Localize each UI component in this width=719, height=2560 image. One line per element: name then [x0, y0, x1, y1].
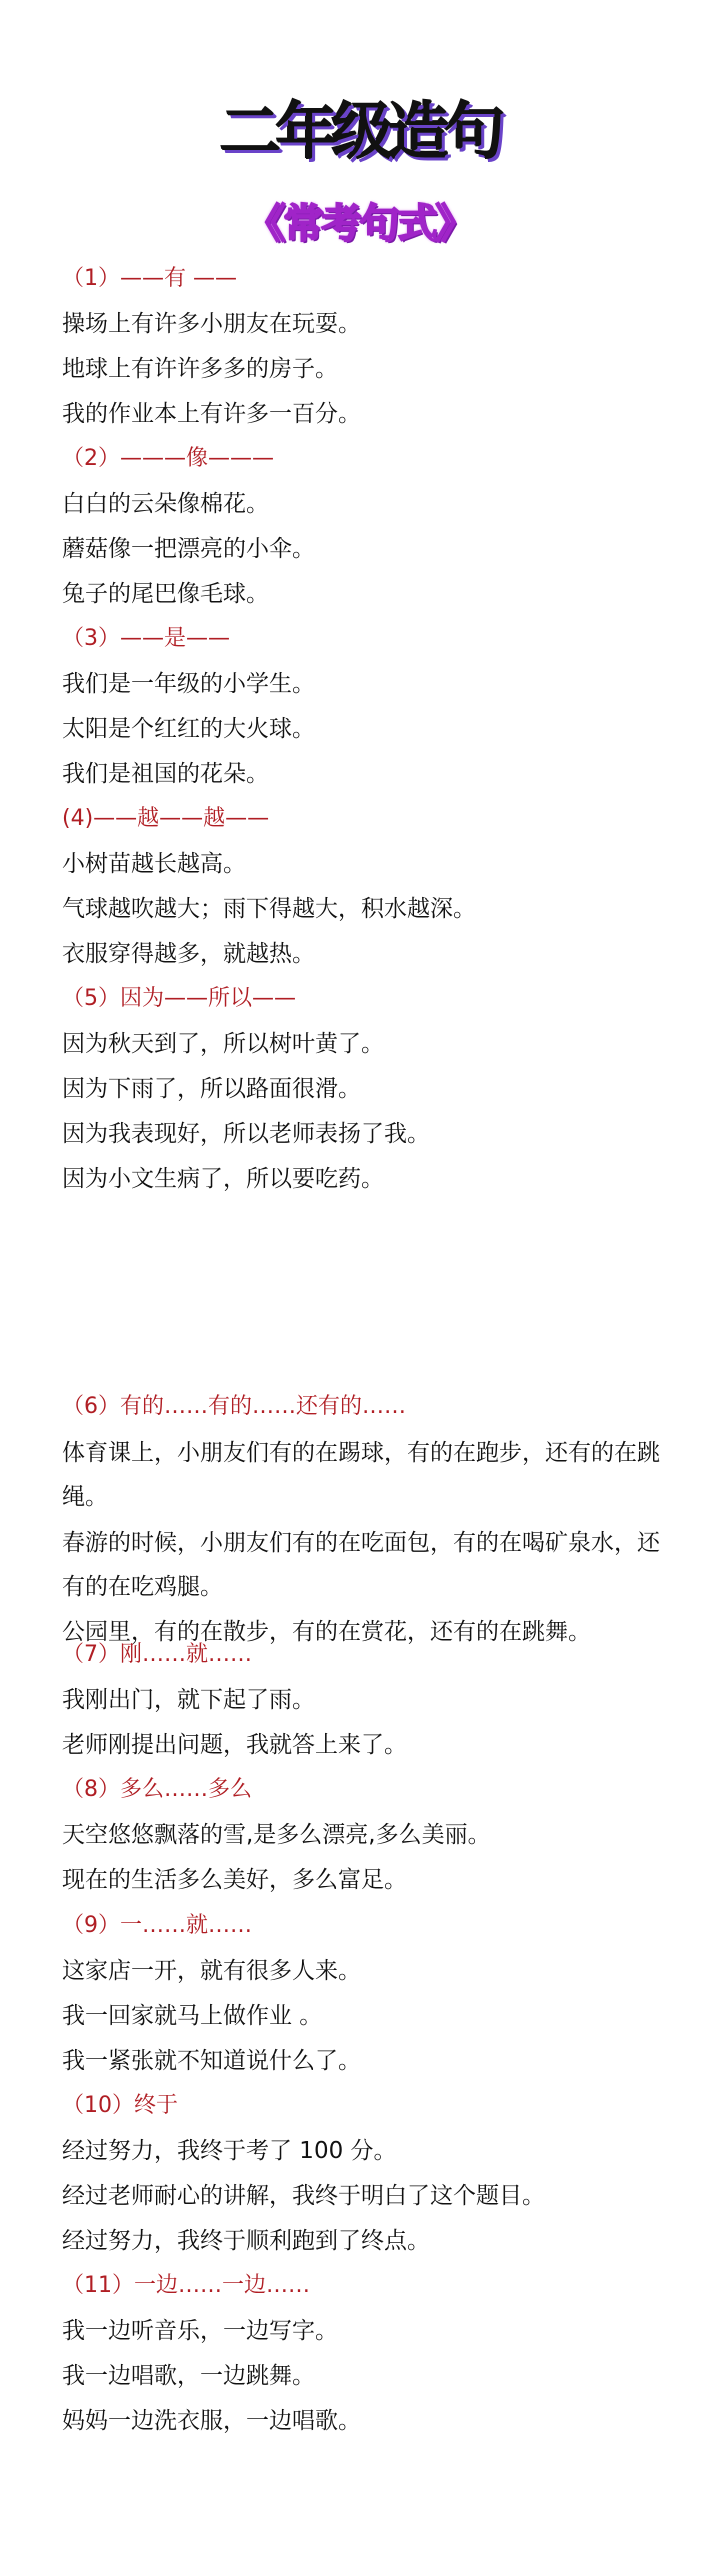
example-sentence: 小树苗越长越高。 [62, 851, 246, 877]
section-heading: （5）因为——所以—— [62, 986, 296, 1011]
example-sentence: 我们是一年级的小学生。 [62, 671, 315, 697]
example-sentence: 白白的云朵像棉花。 [62, 491, 269, 517]
example-sentence: 我的作业本上有许多一百分。 [62, 401, 361, 427]
page-subtitle: 《常考句式》 [245, 201, 474, 247]
example-sentence: 天空悠悠飘落的雪,是多么漂亮,多么美丽。 [62, 1822, 491, 1848]
section-heading: （8）多么……多么 [62, 1777, 252, 1802]
section-heading: （11）一边……一边…… [62, 2273, 310, 2298]
example-sentence: 气球越吹越大；雨下得越大，积水越深。 [62, 896, 476, 922]
example-sentence: 老师刚提出问题，我就答上来了。 [62, 1732, 407, 1758]
example-sentence: 衣服穿得越多，就越热。 [62, 941, 315, 967]
section-heading: （10）终于 [62, 2093, 178, 2118]
section-heading: （3）——是—— [62, 626, 230, 651]
section-heading: （6）有的……有的……还有的…… [62, 1394, 406, 1419]
example-sentence: 妈妈一边洗衣服，一边唱歌。 [62, 2408, 361, 2434]
example-sentence: 公园里，有的在散步，有的在赏花，还有的在跳舞。 [62, 1619, 591, 1645]
example-sentence: 蘑菇像一把漂亮的小伞。 [62, 536, 315, 562]
example-sentence: 因为秋天到了，所以树叶黄了。 [62, 1031, 384, 1057]
section-heading: （2）———像——— [62, 446, 274, 471]
example-sentence: 体育课上，小朋友们有的在踢球，有的在跑步，还有的在跳绳。 [62, 1440, 660, 1510]
section-heading: (4)——越——越—— [62, 806, 270, 831]
example-sentence: 因为我表现好，所以老师表扬了我。 [62, 1121, 430, 1147]
example-sentence: 地球上有许许多多的房子。 [62, 356, 338, 382]
section-heading: （9）一……就…… [62, 1913, 252, 1938]
example-sentence: 我一边唱歌，一边跳舞。 [62, 2363, 315, 2389]
example-sentence: 兔子的尾巴像毛球。 [62, 581, 269, 607]
example-sentence: 春游的时候，小朋友们有的在吃面包，有的在喝矿泉水，还有的在吃鸡腿。 [62, 1530, 660, 1600]
example-sentence: 我一回家就马上做作业 。 [62, 2003, 323, 2029]
example-sentence: 我刚出门，就下起了雨。 [62, 1687, 315, 1713]
example-sentence: 现在的生活多么美好，多么富足。 [62, 1867, 407, 1893]
example-sentence: 太阳是个红红的大火球。 [62, 716, 315, 742]
page-title: 二年级造句 [219, 95, 500, 168]
example-sentence: 经过努力，我终于考了 100 分。 [62, 2138, 397, 2164]
example-sentence: 操场上有许多小朋友在玩耍。 [62, 311, 361, 337]
example-sentence: 经过老师耐心的讲解，我终于明白了这个题目。 [62, 2183, 545, 2209]
example-sentence: 因为下雨了，所以路面很滑。 [62, 1076, 361, 1102]
example-sentence: 我一紧张就不知道说什么了。 [62, 2048, 361, 2074]
example-sentence: 这家店一开，就有很多人来。 [62, 1958, 361, 1984]
example-sentence: 我们是祖国的花朵。 [62, 761, 269, 787]
example-sentence: 经过努力，我终于顺利跑到了终点。 [62, 2228, 430, 2254]
section-heading: （7）刚……就…… [62, 1642, 252, 1667]
section-heading: （1）——有 —— [62, 266, 237, 291]
example-sentence: 我一边听音乐，一边写字。 [62, 2318, 338, 2344]
example-sentence: 因为小文生病了，所以要吃药。 [62, 1166, 384, 1192]
